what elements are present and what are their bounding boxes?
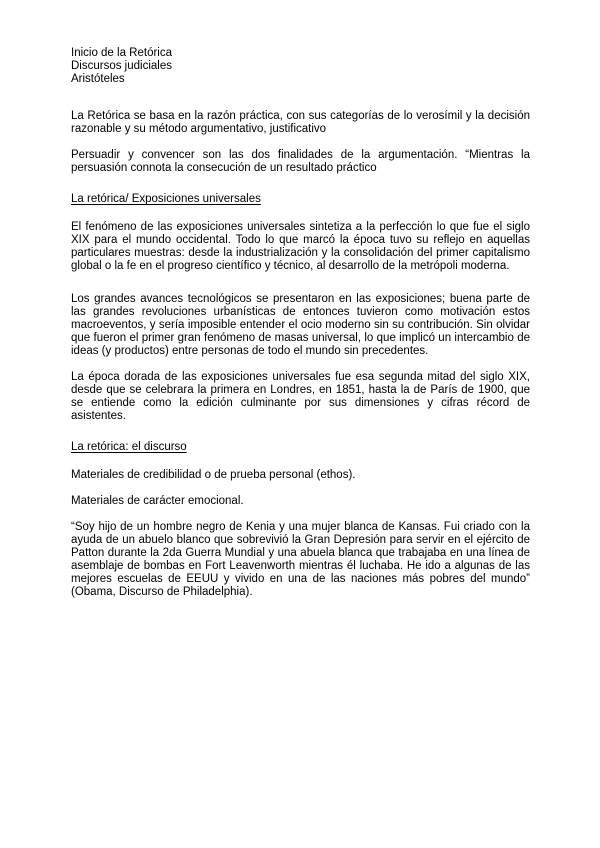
paragraph-discourse-2: Materiales de carácter emocional. xyxy=(71,495,244,507)
paragraph-discourse-1: Materiales de credibilidad o de prueba personal (ethos). xyxy=(71,469,356,481)
section-heading-expositions: La retórica/ Exposiciones universales xyxy=(71,193,261,205)
paragraph-expositions-2: Los grandes avances tecnológicos se presentaron en las exposiciones; buena parte de las grandes revoluciones urbanísticas de entonces tuvieron como motivación estos macroeventos, y sería imposible entender el ocio moderno sin su contribución. Sin olvidar que fueron el primer gran fenómeno de masas universal, lo que implicó un intercambio de ideas (y productos) entre personas de todo el mundo sin precedentes. xyxy=(71,293,530,357)
section-heading-discourse: La retórica: el discurso xyxy=(71,441,187,453)
paragraph-expositions-3: La época dorada de las exposiciones universales fue esa segunda mitad del siglo XIX, desde que se celebrara la primera en Londres, en 1851, hasta la de París de 1900, que se entiende como la edición culminante por sus dimensiones y cifras récord de asistentes. xyxy=(71,371,530,422)
paragraph-intro-1: La Retórica se basa en la razón práctica, con sus categorías de lo verosímil y la decisión razonable y su método argumentativo, justificativo xyxy=(71,110,530,135)
document-header xyxy=(71,47,530,86)
paragraph-discourse-quote: “Soy hijo de un hombre negro de Kenia y una mujer blanca de Kansas. Fui criado con la ayuda de un abuelo blanco que sobrevivió la Gran Depresión para servir en el ejército de Patton durante la 2da Guerra Mundial y una abuela blanca que trabajaba en una línea de asemblaje de bombas en Fort Leavenworth mientras él luchaba. He ido a algunas de las mejores escuelas de EEUU y vivido en una de las naciones más pobres del mundo” (Obama, Discurso de Philadelphia). xyxy=(71,521,530,598)
paragraph-expositions-1: El fenómeno de las exposiciones universales sintetiza a la perfección lo que fue el siglo XIX para el mundo occidental. Todo lo que marcó la época tuvo su reflejo en aquellas particulares muestras: desde la industrialización y la consolidación del primer capitalismo global o la fe en el progreso científico y técnico, al desarrollo de la metrópoli moderna. xyxy=(71,221,530,272)
header-line-subtitle: Discursos judiciales xyxy=(71,60,172,72)
header-line-author: Aristóteles xyxy=(71,73,125,85)
header-line-title: Inicio de la Retórica xyxy=(71,47,172,59)
paragraph-intro-2: Persuadir y convencer son las dos finalidades de la argumentación. “Mientras la persuasión connota la consecución de un resultado práctico xyxy=(71,149,530,174)
